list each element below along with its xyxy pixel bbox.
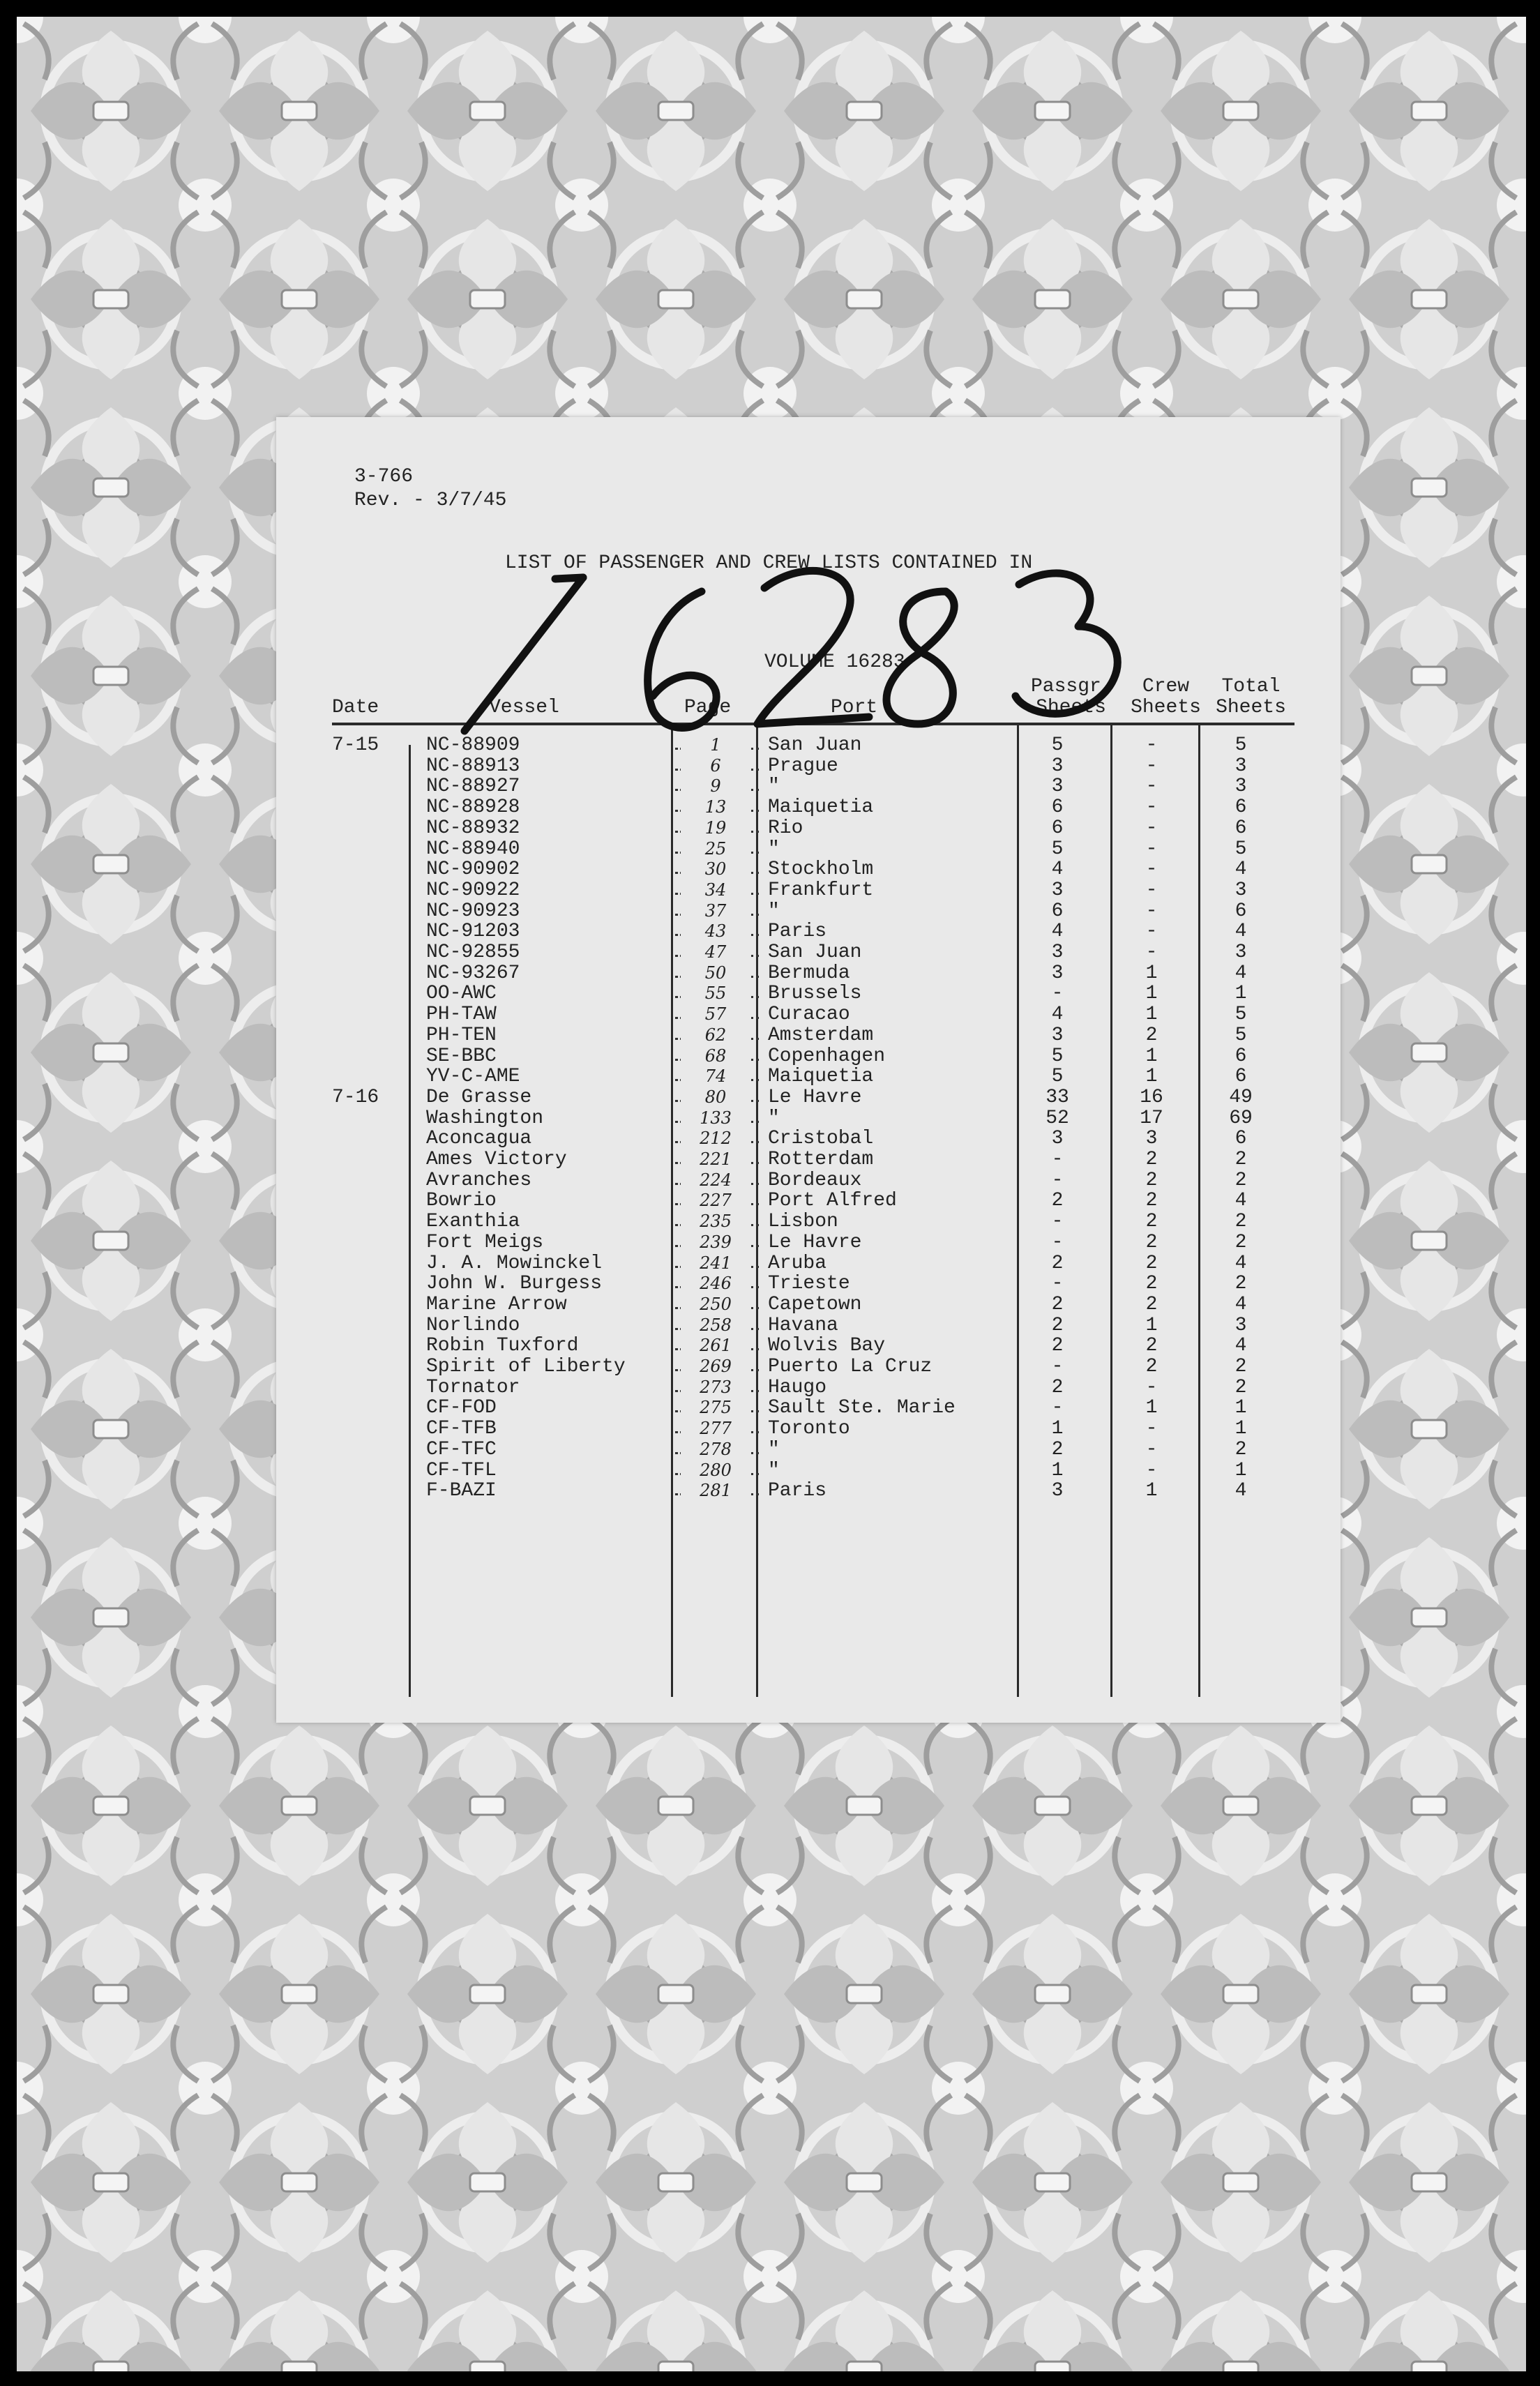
port-cell: Port Alfred xyxy=(768,1190,897,1212)
table-row xyxy=(276,1481,1341,1501)
port-cell: Brussels xyxy=(768,983,862,1005)
total-sheets-cell: 4 xyxy=(1235,962,1247,984)
vessel-cell: NC-90902 xyxy=(426,859,520,881)
passenger-sheets-cell: 33 xyxy=(1045,1086,1069,1108)
port-cell: Maiquetia xyxy=(768,796,874,819)
crew-sheets-cell: - xyxy=(1145,755,1158,777)
vessel-cell: YV-C-AME xyxy=(426,1066,520,1088)
passenger-sheets-cell: - xyxy=(1051,1356,1064,1377)
page-cell: 74 xyxy=(681,1066,750,1087)
port-cell: Bermuda xyxy=(768,962,850,984)
vessel-cell: NC-90923 xyxy=(426,900,520,922)
total-sheets-cell: 4 xyxy=(1235,1190,1247,1212)
passenger-sheets-cell: 2 xyxy=(1051,1314,1064,1336)
port-cell: " xyxy=(768,1107,780,1129)
crew-sheets-cell: 1 xyxy=(1145,1480,1158,1502)
page-cell: 250 xyxy=(681,1294,750,1315)
page-cell: 1 xyxy=(681,735,750,755)
table-row xyxy=(276,1398,1341,1418)
total-sheets-cell: 3 xyxy=(1235,755,1247,777)
table-row xyxy=(276,1066,1341,1087)
page-cell: 34 xyxy=(681,880,750,900)
total-sheets-cell: 4 xyxy=(1235,1252,1247,1274)
patterned-mount-board xyxy=(17,17,1526,2371)
table-row xyxy=(276,797,1341,817)
vessel-cell: Fort Meigs xyxy=(426,1231,544,1253)
port-cell: " xyxy=(768,776,780,798)
port-cell: Rotterdam xyxy=(768,1149,874,1170)
crew-sheets-cell: 2 xyxy=(1145,1231,1158,1253)
page-cell: 281 xyxy=(681,1481,750,1501)
crew-sheets-cell: - xyxy=(1145,879,1158,901)
vessel-cell: NC-88913 xyxy=(426,755,520,777)
crew-sheets-cell: 2 xyxy=(1145,1356,1158,1377)
passenger-sheets-cell: 5 xyxy=(1051,734,1064,756)
crew-sheets-cell: - xyxy=(1145,1376,1158,1398)
table-row xyxy=(276,942,1341,962)
page-cell: 55 xyxy=(681,983,750,1004)
port-cell: Trieste xyxy=(768,1273,850,1295)
table-row xyxy=(276,901,1341,921)
passenger-sheets-cell: 5 xyxy=(1051,1045,1064,1067)
passenger-sheets-cell: - xyxy=(1051,1231,1064,1253)
port-cell: San Juan xyxy=(768,942,862,963)
vessel-cell: Robin Tuxford xyxy=(426,1335,579,1357)
table-row xyxy=(276,1004,1341,1025)
table-row xyxy=(276,756,1341,776)
vessel-cell: NC-93267 xyxy=(426,962,520,984)
vessel-cell: Spirit of Liberty xyxy=(426,1356,626,1377)
crew-sheets-cell: 2 xyxy=(1145,1169,1158,1191)
page-cell: 47 xyxy=(681,942,750,962)
total-sheets-cell: 49 xyxy=(1229,1086,1253,1108)
col-header-total-sheets: Total Sheets xyxy=(1216,676,1286,718)
table-row xyxy=(276,1046,1341,1066)
vessel-cell: NC-88928 xyxy=(426,796,520,819)
crew-sheets-cell: 1 xyxy=(1145,962,1158,984)
vessel-cell: NC-91203 xyxy=(426,921,520,943)
table-row xyxy=(276,1087,1341,1108)
page-cell: 273 xyxy=(681,1377,750,1398)
vessel-cell: CF-FOD xyxy=(426,1397,497,1419)
page-cell: 278 xyxy=(681,1440,750,1460)
crew-sheets-cell: 17 xyxy=(1140,1107,1163,1129)
table-row xyxy=(276,963,1341,983)
total-sheets-cell: 3 xyxy=(1235,942,1247,963)
table-row xyxy=(276,880,1341,900)
total-sheets-cell: 6 xyxy=(1235,900,1247,922)
table-row xyxy=(276,735,1341,755)
vessel-cell: Tornator xyxy=(426,1376,520,1398)
total-sheets-cell: 1 xyxy=(1235,983,1247,1005)
passenger-sheets-cell: - xyxy=(1051,1211,1064,1233)
page-cell: 9 xyxy=(681,776,750,796)
crew-sheets-cell: 2 xyxy=(1145,1273,1158,1295)
crew-sheets-cell: 2 xyxy=(1145,1252,1158,1274)
total-sheets-cell: 6 xyxy=(1235,1066,1247,1088)
passenger-sheets-cell: 6 xyxy=(1051,817,1064,839)
port-cell: Stockholm xyxy=(768,859,874,881)
total-sheets-cell: 1 xyxy=(1235,1397,1247,1419)
port-cell: " xyxy=(768,838,780,860)
col-header-date: Date xyxy=(332,697,379,718)
total-sheets-cell: 2 xyxy=(1235,1231,1247,1253)
crew-sheets-cell: - xyxy=(1145,900,1158,922)
table-row xyxy=(276,1191,1341,1211)
page-cell: 68 xyxy=(681,1046,750,1066)
table-row xyxy=(276,1149,1341,1170)
crew-sheets-cell: - xyxy=(1145,1418,1158,1440)
total-sheets-cell: 5 xyxy=(1235,734,1247,756)
table-row xyxy=(276,818,1341,838)
vessel-cell: CF-TFC xyxy=(426,1438,497,1460)
crew-sheets-cell: - xyxy=(1145,776,1158,798)
vessel-cell: Exanthia xyxy=(426,1211,520,1233)
vessel-cell: PH-TAW xyxy=(426,1004,497,1026)
page-cell: 239 xyxy=(681,1232,750,1253)
passenger-sheets-cell: 2 xyxy=(1051,1293,1064,1315)
crew-sheets-cell: 1 xyxy=(1145,983,1158,1005)
port-cell: Curacao xyxy=(768,1004,850,1026)
passenger-sheets-cell: 2 xyxy=(1051,1335,1064,1357)
total-sheets-cell: 6 xyxy=(1235,796,1247,819)
col-header-port: Port xyxy=(831,697,878,718)
table-row xyxy=(276,1274,1341,1294)
vessel-cell: OO-AWC xyxy=(426,983,497,1005)
crew-sheets-cell: 2 xyxy=(1145,1190,1158,1212)
table-row xyxy=(276,839,1341,859)
page-cell: 224 xyxy=(681,1170,750,1191)
header-rule xyxy=(332,723,1294,725)
vessel-cell: CF-TFL xyxy=(426,1459,497,1481)
port-cell: San Juan xyxy=(768,734,862,756)
table-row xyxy=(276,1377,1341,1398)
passenger-sheets-cell: 5 xyxy=(1051,1066,1064,1088)
crew-sheets-cell: 1 xyxy=(1145,1397,1158,1419)
crew-sheets-cell: 2 xyxy=(1145,1024,1158,1046)
crew-sheets-cell: 2 xyxy=(1145,1293,1158,1315)
passenger-sheets-cell: 4 xyxy=(1051,921,1064,943)
crew-sheets-cell: - xyxy=(1145,859,1158,881)
port-cell: Paris xyxy=(768,1480,827,1502)
passenger-sheets-cell: 3 xyxy=(1051,962,1064,984)
passenger-sheets-cell: 3 xyxy=(1051,942,1064,963)
passenger-sheets-cell: - xyxy=(1051,1169,1064,1191)
table-row xyxy=(276,1170,1341,1191)
table-row xyxy=(276,1232,1341,1253)
total-sheets-cell: 4 xyxy=(1235,1335,1247,1357)
crew-sheets-cell: 3 xyxy=(1145,1128,1158,1150)
total-sheets-cell: 3 xyxy=(1235,1314,1247,1336)
port-cell: " xyxy=(768,900,780,922)
page-cell: 6 xyxy=(681,756,750,776)
passenger-sheets-cell: 4 xyxy=(1051,1004,1064,1026)
crew-sheets-cell: 2 xyxy=(1145,1335,1158,1357)
page-cell: 269 xyxy=(681,1357,750,1377)
page-cell: 261 xyxy=(681,1336,750,1356)
port-cell: Le Havre xyxy=(768,1231,862,1253)
page-cell: 221 xyxy=(681,1149,750,1170)
crew-sheets-cell: - xyxy=(1145,796,1158,819)
passenger-sheets-cell: 4 xyxy=(1051,859,1064,881)
port-cell: Puerto La Cruz xyxy=(768,1356,933,1377)
total-sheets-cell: 1 xyxy=(1235,1418,1247,1440)
port-cell: " xyxy=(768,1438,780,1460)
vessel-cell: Ames Victory xyxy=(426,1149,567,1170)
passenger-sheets-cell: 2 xyxy=(1051,1252,1064,1274)
port-cell: Cristobal xyxy=(768,1128,874,1150)
total-sheets-cell: 2 xyxy=(1235,1211,1247,1233)
crew-sheets-cell: - xyxy=(1145,1459,1158,1481)
vessel-cell: PH-TEN xyxy=(426,1024,497,1046)
total-sheets-cell: 4 xyxy=(1235,1480,1247,1502)
port-cell: Frankfurt xyxy=(768,879,874,901)
passenger-sheets-cell: - xyxy=(1051,1273,1064,1295)
page-cell: 43 xyxy=(681,921,750,942)
volume-label: VOLUME 16283 xyxy=(764,651,905,673)
document-sheet xyxy=(276,417,1341,1723)
passenger-sheets-cell: 3 xyxy=(1051,776,1064,798)
vessel-cell: F-BAZI xyxy=(426,1480,497,1502)
passenger-sheets-cell: 6 xyxy=(1051,900,1064,922)
vessel-cell: Marine Arrow xyxy=(426,1293,567,1315)
port-cell: Copenhagen xyxy=(768,1045,886,1067)
crew-sheets-cell: 2 xyxy=(1145,1211,1158,1233)
passenger-sheets-cell: 3 xyxy=(1051,1128,1064,1150)
page-cell: 241 xyxy=(681,1253,750,1274)
table-row xyxy=(276,776,1341,796)
passenger-sheets-cell: 3 xyxy=(1051,755,1064,777)
total-sheets-cell: 4 xyxy=(1235,1293,1247,1315)
col-header-passenger-sheets: Passgr. Sheets xyxy=(1031,676,1113,718)
vessel-cell: De Grasse xyxy=(426,1086,532,1108)
crew-sheets-cell: - xyxy=(1145,817,1158,839)
crew-sheets-cell: - xyxy=(1145,942,1158,963)
date-cell: 7-15 xyxy=(332,734,379,756)
table-row xyxy=(276,1440,1341,1460)
passenger-sheets-cell: 1 xyxy=(1051,1418,1064,1440)
port-cell: Toronto xyxy=(768,1418,850,1440)
page-cell: 280 xyxy=(681,1460,750,1481)
col-header-page: Page xyxy=(684,697,732,718)
table-row xyxy=(276,983,1341,1004)
col-header-vessel: Vessel xyxy=(489,697,559,718)
total-sheets-cell: 5 xyxy=(1235,1024,1247,1046)
passenger-sheets-cell: 3 xyxy=(1051,879,1064,901)
table-row xyxy=(276,1460,1341,1481)
total-sheets-cell: 2 xyxy=(1235,1376,1247,1398)
crew-sheets-cell: 1 xyxy=(1145,1045,1158,1067)
port-cell: Prague xyxy=(768,755,838,777)
total-sheets-cell: 6 xyxy=(1235,817,1247,839)
vessel-cell: Norlindo xyxy=(426,1314,520,1336)
page-cell: 19 xyxy=(681,818,750,838)
passenger-sheets-cell: 2 xyxy=(1051,1376,1064,1398)
table-row xyxy=(276,1253,1341,1274)
port-cell: Rio xyxy=(768,817,803,839)
page-cell: 133 xyxy=(681,1108,750,1128)
passenger-sheets-cell: 2 xyxy=(1051,1438,1064,1460)
port-cell: Bordeaux xyxy=(768,1169,862,1191)
document-title: LIST OF PASSENGER AND CREW LISTS CONTAINED IN xyxy=(505,552,1033,574)
col-header-crew-sheets: Crew Sheets xyxy=(1131,676,1201,718)
vessel-cell: Avranches xyxy=(426,1169,532,1191)
port-cell: Paris xyxy=(768,921,827,943)
vessel-cell: NC-90922 xyxy=(426,879,520,901)
crew-sheets-cell: 1 xyxy=(1145,1004,1158,1026)
form-code: 3-766 xyxy=(354,466,414,488)
passenger-sheets-cell: - xyxy=(1051,1149,1064,1170)
passenger-sheets-cell: 3 xyxy=(1051,1480,1064,1502)
page-cell: 62 xyxy=(681,1025,750,1045)
page-cell: 57 xyxy=(681,1004,750,1025)
crew-sheets-cell: 16 xyxy=(1140,1086,1163,1108)
table-row xyxy=(276,1025,1341,1045)
total-sheets-cell: 5 xyxy=(1235,838,1247,860)
page-cell: 25 xyxy=(681,839,750,859)
port-cell: Wolvis Bay xyxy=(768,1335,886,1357)
vessel-cell: John W. Burgess xyxy=(426,1273,603,1295)
total-sheets-cell: 5 xyxy=(1235,1004,1247,1026)
table-row xyxy=(276,859,1341,879)
passenger-sheets-cell: 6 xyxy=(1051,796,1064,819)
vessel-cell: Aconcagua xyxy=(426,1128,532,1150)
table-row xyxy=(276,921,1341,942)
port-cell: Capetown xyxy=(768,1293,862,1315)
table-row xyxy=(276,1294,1341,1315)
vessel-cell: Bowrio xyxy=(426,1190,497,1212)
passenger-sheets-cell: 1 xyxy=(1051,1459,1064,1481)
passenger-sheets-cell: - xyxy=(1051,983,1064,1005)
port-cell: Maiquetia xyxy=(768,1066,874,1088)
passenger-sheets-cell: 2 xyxy=(1051,1190,1064,1212)
total-sheets-cell: 2 xyxy=(1235,1149,1247,1170)
page-cell: 227 xyxy=(681,1191,750,1211)
total-sheets-cell: 3 xyxy=(1235,776,1247,798)
table-row xyxy=(276,1315,1341,1336)
page-cell: 80 xyxy=(681,1087,750,1108)
page-cell: 50 xyxy=(681,963,750,983)
port-cell: Lisbon xyxy=(768,1211,838,1233)
port-cell: Le Havre xyxy=(768,1086,862,1108)
page-cell: 275 xyxy=(681,1398,750,1418)
port-cell: Haugo xyxy=(768,1376,827,1398)
vessel-cell: J. A. Mowinckel xyxy=(426,1252,603,1274)
page-cell: 37 xyxy=(681,901,750,921)
table-row xyxy=(276,1419,1341,1439)
total-sheets-cell: 2 xyxy=(1235,1438,1247,1460)
crew-sheets-cell: - xyxy=(1145,1438,1158,1460)
vessel-cell: NC-88940 xyxy=(426,838,520,860)
page-cell: 246 xyxy=(681,1274,750,1294)
passenger-sheets-cell: 5 xyxy=(1051,838,1064,860)
port-cell: Amsterdam xyxy=(768,1024,874,1046)
port-cell: Havana xyxy=(768,1314,838,1336)
crew-sheets-cell: - xyxy=(1145,838,1158,860)
total-sheets-cell: 4 xyxy=(1235,859,1247,881)
total-sheets-cell: 6 xyxy=(1235,1045,1247,1067)
passenger-sheets-cell: 3 xyxy=(1051,1024,1064,1046)
vessel-cell: NC-88932 xyxy=(426,817,520,839)
total-sheets-cell: 6 xyxy=(1235,1128,1247,1150)
crew-sheets-cell: 1 xyxy=(1145,1314,1158,1336)
passenger-sheets-cell: - xyxy=(1051,1397,1064,1419)
total-sheets-cell: 1 xyxy=(1235,1459,1247,1481)
port-cell: " xyxy=(768,1459,780,1481)
total-sheets-cell: 2 xyxy=(1235,1273,1247,1295)
total-sheets-cell: 4 xyxy=(1235,921,1247,943)
vessel-cell: NC-88909 xyxy=(426,734,520,756)
page-cell: 212 xyxy=(681,1128,750,1149)
date-cell: 7-16 xyxy=(332,1086,379,1108)
vessel-cell: CF-TFB xyxy=(426,1418,497,1440)
port-cell: Aruba xyxy=(768,1252,827,1274)
vessel-cell: SE-BBC xyxy=(426,1045,497,1067)
vessel-cell: Washington xyxy=(426,1107,544,1129)
page-cell: 30 xyxy=(681,859,750,879)
table-row xyxy=(276,1108,1341,1128)
total-sheets-cell: 3 xyxy=(1235,879,1247,901)
passenger-sheets-cell: 52 xyxy=(1045,1107,1069,1129)
crew-sheets-cell: 2 xyxy=(1145,1149,1158,1170)
table-row xyxy=(276,1128,1341,1149)
form-revision: Rev. - 3/7/45 xyxy=(354,490,507,511)
crew-sheets-cell: - xyxy=(1145,921,1158,943)
vessel-cell: NC-92855 xyxy=(426,942,520,963)
page-cell: 277 xyxy=(681,1419,750,1439)
crew-sheets-cell: 1 xyxy=(1145,1066,1158,1088)
total-sheets-cell: 2 xyxy=(1235,1356,1247,1377)
table-row xyxy=(276,1357,1341,1377)
page-cell: 258 xyxy=(681,1315,750,1336)
table-row xyxy=(276,1336,1341,1356)
page-cell: 235 xyxy=(681,1211,750,1232)
total-sheets-cell: 69 xyxy=(1229,1107,1253,1129)
total-sheets-cell: 2 xyxy=(1235,1169,1247,1191)
crew-sheets-cell: - xyxy=(1145,734,1158,756)
page-cell: 13 xyxy=(681,797,750,817)
vessel-cell: NC-88927 xyxy=(426,776,520,798)
table-row xyxy=(276,1211,1341,1232)
port-cell: Sault Ste. Marie xyxy=(768,1397,956,1419)
